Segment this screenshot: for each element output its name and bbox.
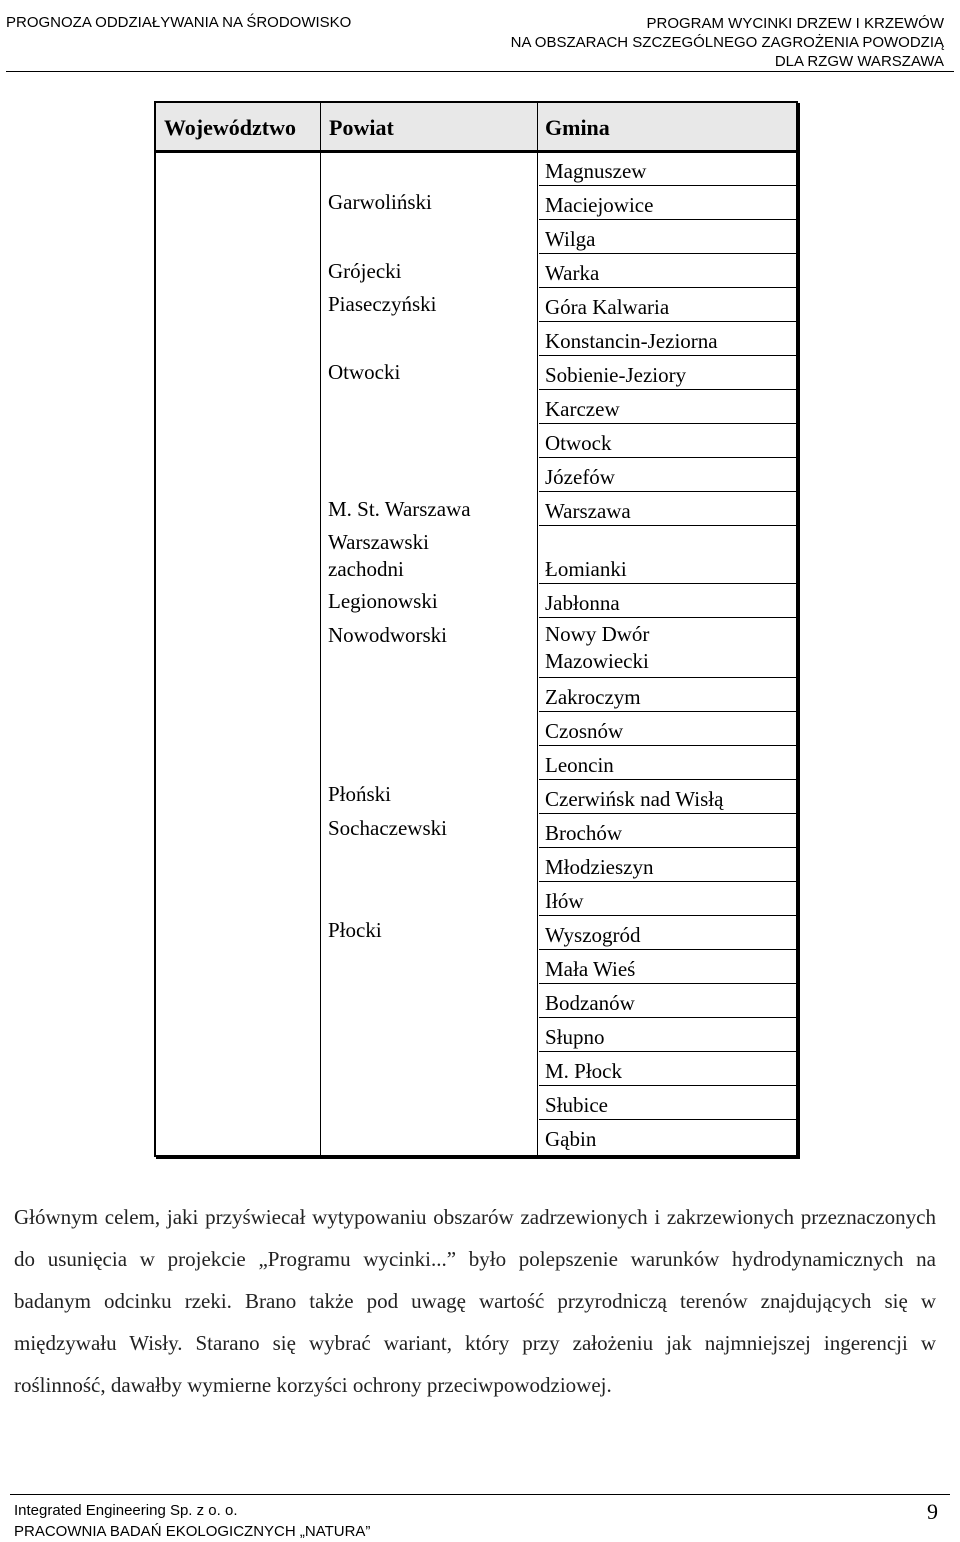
gmina-cell: Wilga (545, 227, 596, 251)
gmina-cell: Warszawa (545, 499, 631, 523)
row-divider (539, 617, 796, 618)
gmina-cell: Zakroczym (545, 685, 641, 709)
powiat-cell: Garwoliński (328, 190, 432, 214)
table-header-row (156, 103, 796, 153)
gmina-cell: Iłów (545, 889, 584, 913)
gmina-cell: Maciejowice (545, 193, 654, 217)
powiat-cell: M. St. Warszawa (328, 497, 471, 521)
gmina-cell: M. Płock (545, 1059, 623, 1083)
row-divider (539, 185, 796, 186)
row-divider (539, 1085, 796, 1086)
footer-divider (10, 1494, 950, 1495)
gmina-cell: Łomianki (545, 557, 627, 581)
row-divider (539, 915, 796, 916)
header-document-title: PROGNOZA ODDZIAŁYWANIA NA ŚRODOWISKO (6, 14, 352, 31)
row-divider (539, 779, 796, 780)
gmina-cell: Otwock (545, 431, 612, 455)
powiat-cell: Nowodworski (328, 623, 447, 647)
row-divider (539, 287, 796, 288)
gmina-cell: Brochów (545, 821, 622, 845)
gmina-cell: Słupno (545, 1025, 605, 1049)
row-divider (539, 253, 796, 254)
header-program-line: NA OBSZARACH SZCZEGÓLNEGO ZAGROŻENIA POWODZIĄ (510, 34, 944, 51)
gmina-cell: Bodzanów (545, 991, 635, 1015)
row-divider (539, 1017, 796, 1018)
row-divider (539, 355, 796, 356)
gmina-cell: Czerwińsk nad Wisłą (545, 787, 724, 811)
powiat-cell: Grójecki (328, 259, 402, 283)
row-divider (539, 881, 796, 882)
row-divider (539, 525, 796, 526)
footer-lab: PRACOWNIA BADAŃ EKOLOGICZNYCH „NATURA” (14, 1523, 371, 1540)
row-divider (539, 389, 796, 390)
powiat-cell: Płocki (328, 918, 382, 942)
column-divider (320, 103, 321, 1155)
gmina-cell: Młodzieszyn (545, 855, 654, 879)
gmina-cell: Karczew (545, 397, 620, 421)
gmina-cell: Góra Kalwaria (545, 295, 670, 319)
header-program-line: PROGRAM WYCINKI DRZEW I KRZEWÓW (646, 15, 944, 32)
row-divider (539, 457, 796, 458)
row-divider (539, 745, 796, 746)
column-header-powiat: Powiat (329, 115, 394, 140)
row-divider (539, 1119, 796, 1120)
column-divider (537, 103, 538, 1155)
gmina-cell: Sobienie-Jeziory (545, 363, 687, 387)
administrative-units-table (154, 101, 798, 1157)
gmina-cell: Czosnów (545, 719, 624, 743)
header-program-title (511, 14, 944, 71)
powiat-cell: Legionowski (328, 589, 438, 613)
row-divider (539, 677, 796, 678)
header-divider (6, 71, 954, 72)
gmina-cell: Warka (545, 261, 600, 285)
row-divider (539, 1051, 796, 1052)
gmina-cell: Nowy Dwór Mazowiecki (545, 622, 650, 673)
powiat-cell: Piaseczyński (328, 292, 437, 316)
row-divider (539, 711, 796, 712)
column-header-gmina: Gmina (545, 115, 610, 140)
powiat-cell: Warszawski zachodni (328, 530, 429, 581)
gmina-cell: Słubice (545, 1093, 608, 1117)
header-program-line: DLA RZGW WARSZAWA (774, 53, 944, 70)
gmina-cell: Józefów (545, 465, 615, 489)
row-divider (539, 219, 796, 220)
row-divider (539, 847, 796, 848)
powiat-cell: Sochaczewski (328, 816, 447, 840)
row-divider (539, 983, 796, 984)
powiat-cell: Otwocki (328, 360, 401, 384)
gmina-cell: Leoncin (545, 753, 614, 777)
row-divider (539, 583, 796, 584)
footer-company: Integrated Engineering Sp. z o. o. (14, 1502, 238, 1519)
gmina-cell: Mała Wieś (545, 957, 636, 981)
row-divider (539, 949, 796, 950)
body-paragraph (14, 1196, 936, 1406)
gmina-cell: Magnuszew (545, 159, 647, 183)
column-header-wojewodztwo: Województwo (164, 115, 296, 140)
row-divider (539, 491, 796, 492)
row-divider (539, 423, 796, 424)
page-number: 9 (927, 1499, 938, 1524)
row-divider (539, 321, 796, 322)
gmina-cell: Jabłonna (545, 591, 620, 615)
gmina-cell: Gąbin (545, 1127, 597, 1151)
row-divider (539, 813, 796, 814)
gmina-cell: Konstancin-Jeziorna (545, 329, 718, 353)
body-paragraph-text: Głównym celem, jaki przyświecał wytypowaniu obszarów zadrzewionych i zakrzewionych przeznaczonych do usunięcia w projekcie „Programu wycinki...” było polepszenie warunków hydrodynamicznych na badanym odcinku rzeki. Brano także pod uwagę wartość przyrodniczą terenów znajdujących się w międzywału Wisły. Starano się wybrać wariant, który przy założeniu jak najmniejszej ingerencji w roślinność, dawałby wymierne korzyści ochrony przeciwpowodziowej. (14, 1205, 936, 1397)
powiat-cell: Płoński (328, 782, 392, 806)
gmina-cell: Wyszogród (545, 923, 641, 947)
footer-company-block (14, 1500, 370, 1542)
